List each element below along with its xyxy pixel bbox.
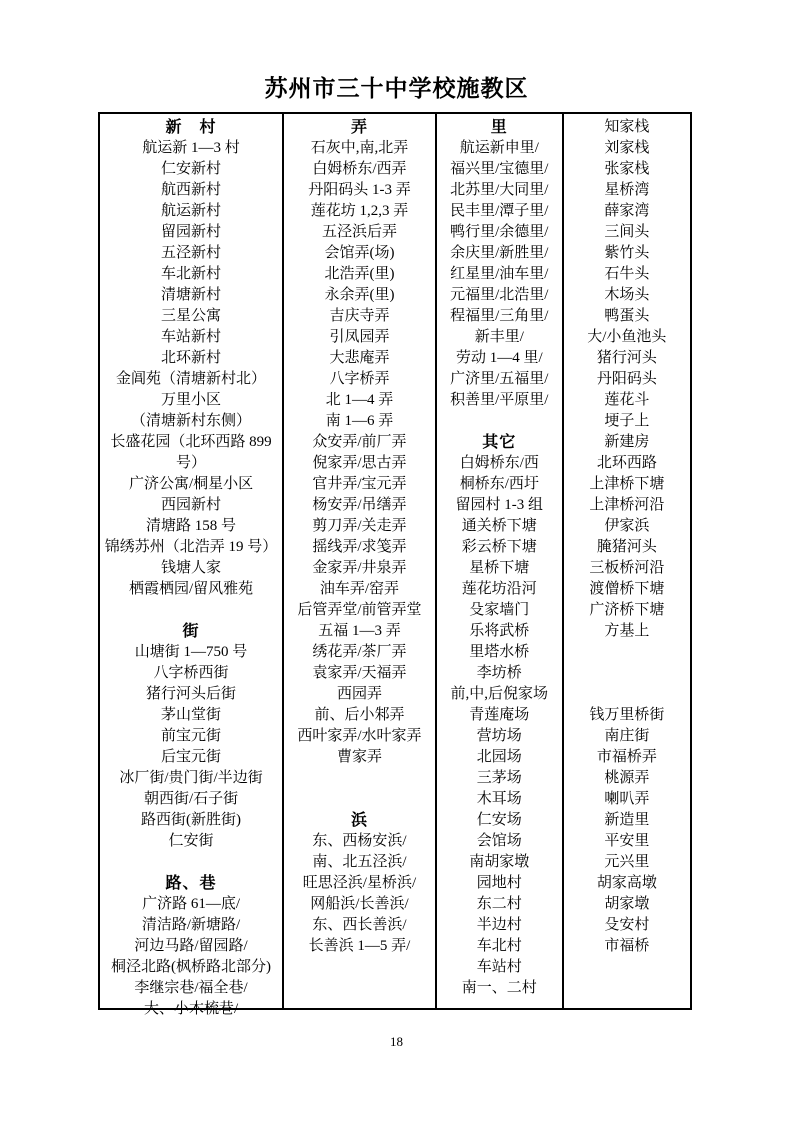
list-item: 钱万里桥街 [589, 707, 665, 723]
list-item: 鸭行里/余德里/ [450, 224, 549, 240]
list-item: 福兴里/宝德里/ [450, 161, 549, 177]
list-item: 广济里/五福里/ [450, 371, 549, 387]
page-title: 苏州市三十中学校施教区 [264, 76, 529, 101]
list-item: 会馆场 [476, 833, 522, 849]
section-header: 浜 [350, 812, 368, 829]
blank-line [284, 789, 435, 810]
section-header: 其它 [482, 434, 517, 451]
list-item: 上津桥河沿 [589, 497, 665, 513]
list-item: 东二村 [476, 896, 522, 912]
list-item: 元福里/北浩里/ [450, 287, 549, 303]
list-item: 乐将武桥 [469, 623, 530, 639]
table-column-li [437, 114, 564, 1008]
list-item: 莲花坊 1,2,3 弄 [310, 203, 409, 219]
list-item: 民丰里/潭子里/ [450, 203, 549, 219]
list-item: 航运新 1—3 村 [142, 140, 240, 156]
list-item: 朝西街/石子街 [143, 791, 239, 807]
blank-line [564, 684, 690, 705]
list-item: 桐泾北路(枫桥路北部分) [111, 959, 272, 975]
list-item: 北浩弄(里) [324, 266, 395, 282]
list-item: 方基上 [604, 623, 650, 639]
blank-line [100, 852, 282, 873]
list-item: 张家栈 [604, 161, 650, 177]
list-item: 三星公寓 [161, 308, 222, 324]
list-item: 知家栈 [604, 119, 650, 135]
table-column-xincun [100, 114, 284, 1017]
list-item: 木场头 [604, 287, 650, 303]
blank-line [100, 600, 282, 621]
list-item: 三板桥河沿 [589, 560, 665, 576]
section-header: 里 [490, 119, 508, 136]
section-header: 弄 [350, 119, 368, 136]
list-item: 八字桥西街 [153, 665, 229, 681]
list-item: 三间头 [604, 224, 650, 240]
district-table [98, 112, 692, 1017]
list-item: 车北村 [476, 938, 522, 954]
list-item: 航西新村 [161, 182, 222, 198]
list-item: 倪家弄/思古弄 [312, 455, 407, 471]
blank-line [437, 411, 562, 432]
section-header: 街 [182, 623, 200, 640]
list-item: 仁安场 [476, 812, 522, 828]
list-item: 航运新村 [161, 203, 222, 219]
list-item: 仁安新村 [161, 161, 222, 177]
list-item: 青莲庵场 [469, 707, 530, 723]
list-item: 南、北五泾浜/ [312, 854, 407, 870]
list-item: 彩云桥下塘 [461, 539, 537, 555]
list-item: 积善里/平原里/ [450, 392, 549, 408]
list-item: 莲花斗 [604, 392, 650, 408]
list-item: 程福里/三角里/ [450, 308, 549, 324]
blank-line [564, 663, 690, 684]
list-item: 五泾新村 [161, 245, 222, 261]
list-item: 北园场 [476, 749, 522, 765]
list-item: 留园村 1-3 组 [455, 497, 544, 513]
list-item: 会馆弄(场) [324, 245, 395, 261]
list-item: 西园弄 [336, 686, 382, 702]
list-item: 引凤园弄 [329, 329, 390, 345]
table-column-other [564, 114, 690, 1008]
list-item: 殳安村 [604, 917, 650, 933]
list-item: 丹阳码头 [596, 371, 657, 387]
list-item: 新建房 [604, 434, 650, 450]
list-item: 白姆桥东/西 [459, 455, 539, 471]
list-item: 剪刀弄/关走弄 [312, 518, 407, 534]
list-item: 官井弄/宝元弄 [312, 476, 407, 492]
list-item: 营坊场 [476, 728, 522, 744]
list-item: 渡僧桥下塘 [589, 581, 665, 597]
list-item: 星桥湾 [604, 182, 650, 198]
list-item: 元兴里 [604, 854, 650, 870]
list-item: 摇线弄/求笺弄 [312, 539, 407, 555]
list-item: 前、后小邾弄 [314, 707, 405, 723]
list-item: 清塘新村 [161, 287, 222, 303]
blank-line [564, 642, 690, 663]
list-item: 油车弄/窑弄 [319, 581, 400, 597]
list-item: 半边村 [476, 917, 522, 933]
list-item: （清塘新村东侧） [131, 413, 252, 429]
list-item: 广济路 61—底/ [142, 896, 240, 912]
list-item: 胡家高墩 [596, 875, 657, 891]
list-item: 五泾浜后弄 [321, 224, 397, 240]
list-item: 白姆桥东/西弄 [312, 161, 407, 177]
list-item: 鸭蛋头 [604, 308, 650, 324]
list-item: 猪行河头后街 [146, 686, 237, 702]
list-item: 李继宗巷/福全巷/ [134, 980, 248, 996]
list-item: 广济桥下塘 [589, 602, 665, 618]
list-item: 通关桥下塘 [461, 518, 537, 534]
list-item: 埂子上 [604, 413, 650, 429]
list-item: 伊家浜 [604, 518, 650, 534]
list-item: 栖霞栖园/留风雅苑 [128, 581, 254, 597]
list-item: 东、西杨安浜/ [312, 833, 407, 849]
list-item: 大、小木梳巷/ [143, 1001, 239, 1017]
list-item: 茅山堂街 [161, 707, 222, 723]
list-item: 桐桥东/西圩 [459, 476, 539, 492]
list-item: 吉庆寺弄 [329, 308, 390, 324]
list-item: 广济公寓/桐星小区 [128, 476, 254, 492]
list-item: 北苏里/大同里/ [450, 182, 549, 198]
list-item: 曹家弄 [336, 749, 382, 765]
list-item: 殳家墙门 [469, 602, 530, 618]
blank-line [284, 768, 435, 789]
list-item: 大/小鱼池头 [587, 329, 667, 345]
list-item: 新丰里/ [474, 329, 524, 345]
list-item: 后管弄堂/前管弄堂 [297, 602, 422, 618]
list-item: 众安弄/前厂弄 [312, 434, 407, 450]
list-item: 金阊苑（清塘新村北） [116, 371, 267, 387]
table-column-nong [284, 114, 437, 1008]
list-item: 号） [176, 455, 207, 471]
list-item: 三茅场 [476, 770, 522, 786]
list-item: 薛家湾 [604, 203, 650, 219]
list-item: 猪行河头 [596, 350, 657, 366]
list-item: 万里小区 [161, 392, 222, 408]
list-item: 市福桥弄 [596, 749, 657, 765]
list-item: 园地村 [476, 875, 522, 891]
list-item: 刘家栈 [604, 140, 650, 156]
list-item: 西园新村 [161, 497, 222, 513]
list-item: 杨安弄/吊缮弄 [312, 497, 407, 513]
list-item: 李坊桥 [476, 665, 522, 681]
list-item: 上津桥下塘 [589, 476, 665, 492]
list-item: 清洁路/新塘路/ [141, 917, 241, 933]
list-item: 仁安街 [168, 833, 214, 849]
list-item: 紫竹头 [604, 245, 650, 261]
list-item: 长盛花园（北环西路 899 [110, 434, 272, 450]
list-item: 西叶家弄/水叶家弄 [297, 728, 422, 744]
list-item: 北环新村 [161, 350, 222, 366]
list-item: 河边马路/留园路/ [134, 938, 248, 954]
list-item: 腌猪河头 [596, 539, 657, 555]
list-item: 前,中,后倪家场 [450, 686, 549, 702]
list-item: 大悲庵弄 [329, 350, 390, 366]
list-item: 胡家墩 [604, 896, 650, 912]
list-item: 石牛头 [604, 266, 650, 282]
list-item: 北 1—4 弄 [325, 392, 394, 408]
list-item: 山塘街 1—750 号 [134, 644, 248, 660]
list-item: 网船浜/长善浜/ [310, 896, 409, 912]
page-number: 18 [390, 1034, 403, 1049]
list-item: 石灰中,南,北弄 [310, 140, 409, 156]
section-header: 新 村 [165, 119, 217, 136]
list-item: 旺思泾浜/星桥浜/ [302, 875, 417, 891]
list-item: 袁家弄/天福弄 [312, 665, 407, 681]
list-item: 车北新村 [161, 266, 222, 282]
list-item: 新造里 [604, 812, 650, 828]
list-item: 星桥下塘 [469, 560, 530, 576]
list-item: 桃源弄 [604, 770, 650, 786]
list-item: 清塘路 158 号 [146, 518, 237, 534]
list-item: 留园新村 [161, 224, 222, 240]
list-item: 红星里/油车里/ [450, 266, 549, 282]
list-item: 南胡家墩 [469, 854, 530, 870]
section-header: 路、巷 [165, 875, 217, 892]
list-item: 冰厂街/贵门街/半边街 [119, 770, 263, 786]
list-item: 车站新村 [161, 329, 222, 345]
list-item: 南 1—6 弄 [325, 413, 394, 429]
list-item: 五福 1—3 弄 [318, 623, 401, 639]
list-item: 里塔水桥 [469, 644, 530, 660]
list-item: 永余弄(里) [324, 287, 395, 303]
list-item: 东、西长善浜/ [312, 917, 407, 933]
list-item: 北环西路 [596, 455, 657, 471]
list-item: 余庆里/新胜里/ [450, 245, 549, 261]
list-item: 丹阳码头 1-3 弄 [308, 182, 411, 198]
list-item: 航运新申里/ [459, 140, 539, 156]
list-item: 钱塘人家 [161, 560, 222, 576]
list-item: 车站村 [476, 959, 522, 975]
list-item: 绣花弄/茶厂弄 [312, 644, 407, 660]
list-item: 喇叭弄 [604, 791, 650, 807]
list-item: 路西街(新胜街) [141, 812, 242, 828]
list-item: 锦绣苏州（北浩弄 19 号） [104, 539, 278, 555]
list-item: 长善浜 1—5 弄/ [308, 938, 411, 954]
list-item: 南庄街 [604, 728, 650, 744]
list-item: 莲花坊沿河 [461, 581, 537, 597]
list-item: 平安里 [604, 833, 650, 849]
list-item: 市福桥 [604, 938, 650, 954]
list-item: 木耳场 [476, 791, 522, 807]
list-item: 前宝元街 [161, 728, 222, 744]
list-item: 劳动 1—4 里/ [455, 350, 543, 366]
list-item: 金家弄/井泉弄 [312, 560, 407, 576]
list-item: 后宝元街 [161, 749, 222, 765]
list-item: 南一、二村 [461, 980, 537, 996]
list-item: 八字桥弄 [329, 371, 390, 387]
